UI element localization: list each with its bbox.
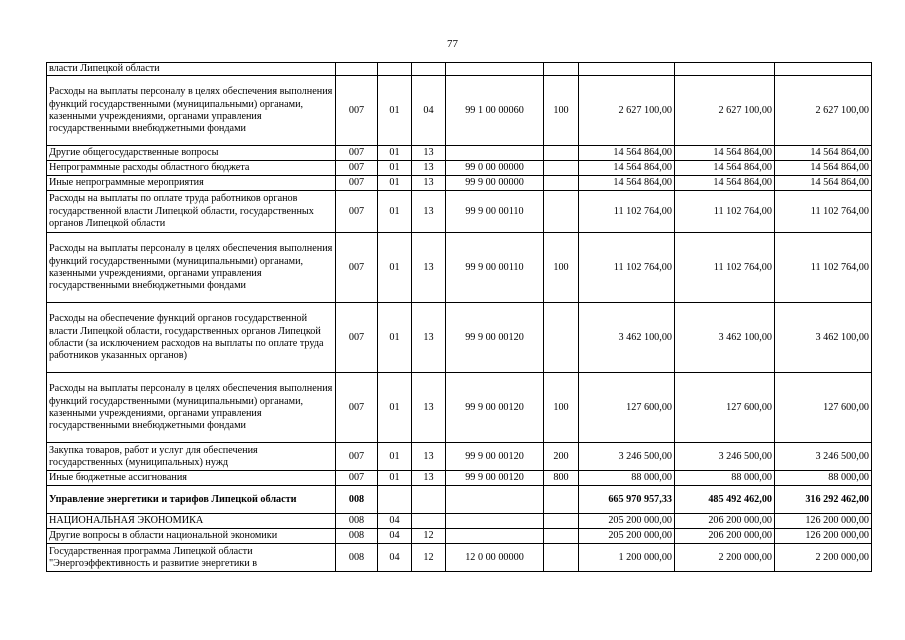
subsection-code: 13: [412, 176, 446, 191]
section-code: 01: [378, 146, 412, 161]
amount-year-3: 14 564 864,00: [775, 176, 872, 191]
expense-type-code: [544, 303, 579, 373]
department-code: 008: [336, 514, 378, 529]
target-article-code: 99 9 00 00120: [446, 303, 544, 373]
department-code: 007: [336, 76, 378, 146]
section-code: 01: [378, 176, 412, 191]
target-article-code: 99 0 00 00000: [446, 161, 544, 176]
amount-year-2: 88 000,00: [675, 471, 775, 486]
budget-table: [46, 62, 872, 572]
target-article-code: 99 9 00 00110: [446, 233, 544, 303]
row-name: Непрограммные расходы областного бюджета: [47, 161, 336, 176]
row-name: Расходы на обеспечение функций органов государственной власти Липецкой области, государственных органов Липецкой области (за исключением расходов на выплаты по оплате труда работников указанных органов): [47, 303, 336, 373]
expense-type-code: [544, 161, 579, 176]
expense-type-code: [544, 176, 579, 191]
expense-type-code: 800: [544, 471, 579, 486]
target-article-code: 99 9 00 00120: [446, 471, 544, 486]
table-row: [47, 191, 872, 233]
department-code: 008: [336, 529, 378, 544]
table-row: [47, 514, 872, 529]
amount-year-2: 2 627 100,00: [675, 76, 775, 146]
row-name: Расходы на выплаты по оплате труда работников органов государственной власти Липецкой области, государственных органов Липецкой области: [47, 191, 336, 233]
amount-year-1: 205 200 000,00: [579, 514, 675, 529]
expense-type-code: 100: [544, 373, 579, 443]
table-row: [47, 471, 872, 486]
subsection-code: 13: [412, 146, 446, 161]
amount-year-3: 126 200 000,00: [775, 514, 872, 529]
table-row: [47, 303, 872, 373]
section-code: 01: [378, 303, 412, 373]
amount-year-3: 2 200 000,00: [775, 544, 872, 572]
row-name: Иные непрограммные мероприятия: [47, 176, 336, 191]
section-code: 01: [378, 471, 412, 486]
section-code: 04: [378, 529, 412, 544]
section-code: 01: [378, 76, 412, 146]
subsection-code: 12: [412, 529, 446, 544]
target-article-code: 99 9 00 00120: [446, 373, 544, 443]
table-row: [47, 544, 872, 572]
subsection-code: 13: [412, 233, 446, 303]
subsection-code: 13: [412, 191, 446, 233]
target-article-code: [446, 514, 544, 529]
subsection-code: 13: [412, 161, 446, 176]
department-code: 007: [336, 233, 378, 303]
section-code: 01: [378, 161, 412, 176]
expense-type-code: [544, 514, 579, 529]
table-row: [47, 443, 872, 471]
section-code: 04: [378, 514, 412, 529]
table-row: [47, 176, 872, 191]
subsection-code: [412, 486, 446, 514]
target-article-code: 99 9 00 00110: [446, 191, 544, 233]
section-code: [378, 486, 412, 514]
expense-type-code: 200: [544, 443, 579, 471]
subsection-code: 13: [412, 471, 446, 486]
department-code: 007: [336, 443, 378, 471]
expense-type-code: [544, 544, 579, 572]
table-row: [47, 233, 872, 303]
subsection-code: 04: [412, 76, 446, 146]
expense-type-code: [544, 146, 579, 161]
row-name: Расходы на выплаты персоналу в целях обеспечения выполнения функций государственными (муниципальными) органами, казенными учреждениями, органами управления государственными внебюджетными фондами: [47, 76, 336, 146]
amount-year-3: 127 600,00: [775, 373, 872, 443]
expense-type-code: [544, 191, 579, 233]
target-article-code: 99 1 00 00060: [446, 76, 544, 146]
amount-year-1: 3 246 500,00: [579, 443, 675, 471]
expense-type-code: [544, 63, 579, 76]
amount-year-2: 14 564 864,00: [675, 176, 775, 191]
row-name: Закупка товаров, работ и услуг для обеспечения государственных (муниципальных) нужд: [47, 443, 336, 471]
target-article-code: [446, 529, 544, 544]
table-row: [47, 146, 872, 161]
row-name: НАЦИОНАЛЬНАЯ ЭКОНОМИКА: [47, 514, 336, 529]
target-article-code: 12 0 00 00000: [446, 544, 544, 572]
row-name: Другие вопросы в области национальной экономики: [47, 529, 336, 544]
amount-year-2: 127 600,00: [675, 373, 775, 443]
amount-year-2: [675, 63, 775, 76]
amount-year-1: 14 564 864,00: [579, 176, 675, 191]
subsection-code: 13: [412, 443, 446, 471]
amount-year-3: 316 292 462,00: [775, 486, 872, 514]
amount-year-3: 126 200 000,00: [775, 529, 872, 544]
department-code: 007: [336, 176, 378, 191]
amount-year-1: 14 564 864,00: [579, 146, 675, 161]
department-code: 007: [336, 303, 378, 373]
table-row: [47, 161, 872, 176]
amount-year-1: 88 000,00: [579, 471, 675, 486]
amount-year-2: 11 102 764,00: [675, 191, 775, 233]
amount-year-1: 2 627 100,00: [579, 76, 675, 146]
amount-year-2: 3 246 500,00: [675, 443, 775, 471]
table-row: [47, 529, 872, 544]
amount-year-3: 14 564 864,00: [775, 161, 872, 176]
subsection-code: [412, 63, 446, 76]
subsection-code: 13: [412, 303, 446, 373]
expense-type-code: [544, 529, 579, 544]
department-code: 007: [336, 146, 378, 161]
expense-type-code: 100: [544, 233, 579, 303]
row-name: Управление энергетики и тарифов Липецкой области: [47, 486, 336, 514]
amount-year-1: 205 200 000,00: [579, 529, 675, 544]
department-code: 007: [336, 191, 378, 233]
subsection-code: 13: [412, 373, 446, 443]
section-code: 04: [378, 544, 412, 572]
amount-year-1: 11 102 764,00: [579, 191, 675, 233]
row-name: Иные бюджетные ассигнования: [47, 471, 336, 486]
section-code: [378, 63, 412, 76]
row-name: Расходы на выплаты персоналу в целях обеспечения выполнения функций государственными (муниципальными) органами, казенными учреждениями, органами управления государственными внебюджетными фондами: [47, 233, 336, 303]
subsection-code: 12: [412, 544, 446, 572]
amount-year-1: 11 102 764,00: [579, 233, 675, 303]
amount-year-3: [775, 63, 872, 76]
row-name: Государственная программа Липецкой области "Энергоэффективность и развитие энергетики в: [47, 544, 336, 572]
target-article-code: 99 9 00 00120: [446, 443, 544, 471]
section-code: 01: [378, 373, 412, 443]
amount-year-3: 14 564 864,00: [775, 146, 872, 161]
amount-year-3: 2 627 100,00: [775, 76, 872, 146]
amount-year-2: 14 564 864,00: [675, 161, 775, 176]
row-name: власти Липецкой области: [47, 63, 336, 76]
target-article-code: [446, 63, 544, 76]
amount-year-1: 665 970 957,33: [579, 486, 675, 514]
department-code: 007: [336, 471, 378, 486]
amount-year-2: 206 200 000,00: [675, 529, 775, 544]
amount-year-2: 485 492 462,00: [675, 486, 775, 514]
amount-year-3: 11 102 764,00: [775, 233, 872, 303]
amount-year-3: 11 102 764,00: [775, 191, 872, 233]
amount-year-2: 11 102 764,00: [675, 233, 775, 303]
department-code: 008: [336, 544, 378, 572]
amount-year-2: 14 564 864,00: [675, 146, 775, 161]
table-row: [47, 373, 872, 443]
department-code: 007: [336, 161, 378, 176]
section-code: 01: [378, 443, 412, 471]
target-article-code: [446, 486, 544, 514]
amount-year-3: 3 246 500,00: [775, 443, 872, 471]
amount-year-1: [579, 63, 675, 76]
amount-year-1: 14 564 864,00: [579, 161, 675, 176]
table-row: [47, 63, 872, 76]
table-row: [47, 76, 872, 146]
section-code: 01: [378, 191, 412, 233]
page-number: 77: [447, 38, 458, 50]
amount-year-2: 3 462 100,00: [675, 303, 775, 373]
department-code: 008: [336, 486, 378, 514]
row-name: Другие общегосударственные вопросы: [47, 146, 336, 161]
table-row: [47, 486, 872, 514]
amount-year-1: 127 600,00: [579, 373, 675, 443]
amount-year-2: 206 200 000,00: [675, 514, 775, 529]
target-article-code: [446, 146, 544, 161]
section-code: 01: [378, 233, 412, 303]
row-name: Расходы на выплаты персоналу в целях обеспечения выполнения функций государственными (муниципальными) органами, казенными учреждениями, органами управления государственными внебюджетными фондами: [47, 373, 336, 443]
amount-year-3: 3 462 100,00: [775, 303, 872, 373]
expense-type-code: [544, 486, 579, 514]
department-code: 007: [336, 373, 378, 443]
subsection-code: [412, 514, 446, 529]
expense-type-code: 100: [544, 76, 579, 146]
amount-year-2: 2 200 000,00: [675, 544, 775, 572]
amount-year-1: 3 462 100,00: [579, 303, 675, 373]
amount-year-3: 88 000,00: [775, 471, 872, 486]
department-code: [336, 63, 378, 76]
target-article-code: 99 9 00 00000: [446, 176, 544, 191]
amount-year-1: 1 200 000,00: [579, 544, 675, 572]
